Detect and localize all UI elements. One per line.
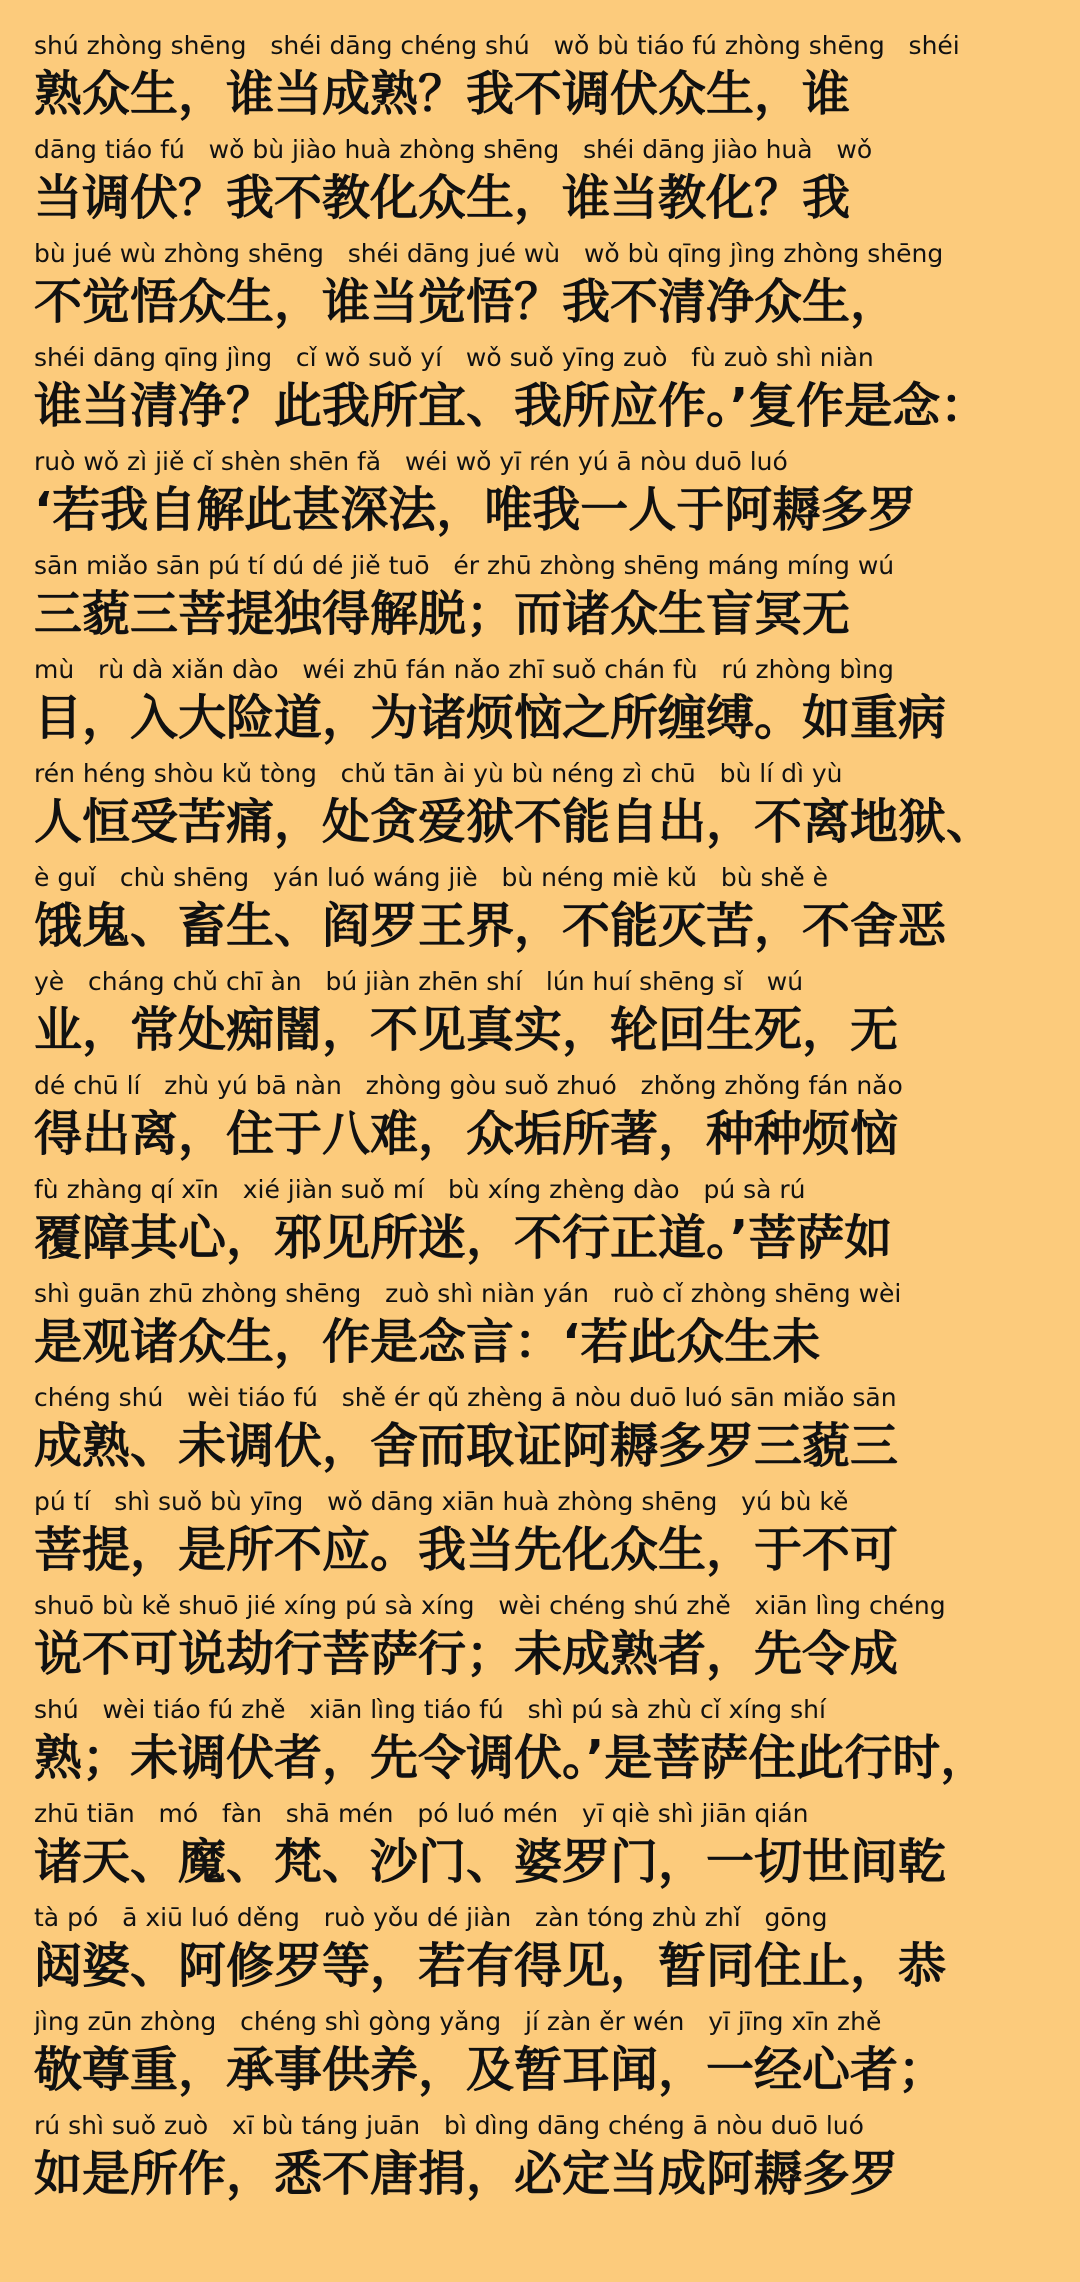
text-line [0, 1276, 1080, 1380]
chinese-text: 人恒受苦痛，处贪爱狱不能自出，不离地狱、 [34, 794, 995, 850]
chinese-text: ‘若我自解此甚深法，唯我一人于阿耨多罗 [34, 482, 917, 538]
pinyin-annotation: dé chū lí zhù yú bā nàn zhòng gòu suǒ zhuó zhǒng zhǒng fán nǎo [34, 1071, 903, 1100]
text-line [0, 1796, 1080, 1900]
chinese-text: 覆障其心，邪见所迷，不行正道。’菩萨如 [34, 1210, 893, 1266]
text-line [0, 1692, 1080, 1796]
pinyin-annotation: shuō bù kě shuō jié xíng pú sà xíng wèi chéng shú zhě xiān lìng chéng [34, 1591, 946, 1620]
pinyin-annotation: dāng tiáo fú wǒ bù jiào huà zhòng shēng shéi dāng jiào huà wǒ [34, 135, 873, 164]
text-line [0, 548, 1080, 652]
chinese-text: 闼婆、阿修罗等，若有得见，暂同住止，恭 [34, 1938, 947, 1994]
text-line [0, 2004, 1080, 2108]
text-line [0, 1588, 1080, 1692]
text-line [0, 236, 1080, 340]
pinyin-annotation: ruò wǒ zì jiě cǐ shèn shēn fǎ wéi wǒ yī rén yú ā nòu duō luó [34, 447, 788, 476]
text-line [0, 1068, 1080, 1172]
chinese-text: 谁当清净？此我所宜、我所应作。’复作是念： [34, 378, 989, 434]
text-line [0, 860, 1080, 964]
pinyin-annotation: shú wèi tiáo fú zhě xiān lìng tiáo fú shì pú sà zhù cǐ xíng shí [34, 1695, 826, 1724]
chinese-text: 不觉悟众生，谁当觉悟？我不清净众生， [34, 274, 899, 330]
text-line [0, 1484, 1080, 1588]
pinyin-annotation: pú tí shì suǒ bù yīng wǒ dāng xiān huà zhòng shēng yú bù kě [34, 1487, 849, 1516]
text-line [0, 340, 1080, 444]
chinese-text: 业，常处痴闇，不见真实，轮回生死，无 [34, 1002, 899, 1058]
chinese-text: 目，入大险道，为诸烦恼之所缠缚。如重病 [34, 690, 947, 746]
chinese-text: 成熟、未调伏，舍而取证阿耨多罗三藐三 [34, 1418, 899, 1474]
pinyin-annotation: chéng shú wèi tiáo fú shě ér qǔ zhèng ā nòu duō luó sān miǎo sān [34, 1383, 897, 1412]
chinese-text: 熟众生，谁当成熟？我不调伏众生，谁 [34, 66, 851, 122]
chinese-text: 当调伏？我不教化众生，谁当教化？我 [34, 170, 851, 226]
pinyin-annotation: yè cháng chǔ chī àn bú jiàn zhēn shí lún huí shēng sǐ wú [34, 967, 804, 996]
pinyin-annotation: jìng zūn zhòng chéng shì gòng yǎng jí zàn ěr wén yī jīng xīn zhě [34, 2007, 882, 2036]
pinyin-annotation: mù rù dà xiǎn dào wéi zhū fán nǎo zhī suǒ chán fù rú zhòng bìng [34, 655, 894, 684]
chinese-text: 说不可说劫行菩萨行；未成熟者，先令成 [34, 1626, 899, 1682]
chinese-text: 饿鬼、畜生、阎罗王界，不能灭苦，不舍恶 [34, 898, 947, 954]
pinyin-annotation: sān miǎo sān pú tí dú dé jiě tuō ér zhū zhòng shēng máng míng wú [34, 551, 895, 580]
chinese-text: 如是所作，悉不唐捐，必定当成阿耨多罗 [34, 2146, 899, 2202]
pinyin-annotation: bù jué wù zhòng shēng shéi dāng jué wù wǒ bù qīng jìng zhòng shēng [34, 239, 944, 268]
pinyin-annotation: shú zhòng shēng shéi dāng chéng shú wǒ bù tiáo fú zhòng shēng shéi [34, 31, 960, 60]
chinese-text: 三藐三菩提独得解脱；而诸众生盲冥无 [34, 586, 851, 642]
chinese-text: 是观诸众生，作是念言：‘若此众生未 [34, 1314, 821, 1370]
chinese-text: 熟；未调伏者，先令调伏。’是菩萨住此行时， [34, 1730, 989, 1786]
pinyin-annotation: zhū tiān mó fàn shā mén pó luó mén yī qiè shì jiān qián [34, 1799, 809, 1828]
pinyin-annotation: shéi dāng qīng jìng cǐ wǒ suǒ yí wǒ suǒ yīng zuò fù zuò shì niàn [34, 343, 874, 372]
chinese-text: 敬尊重，承事供养，及暂耳闻，一经心者； [34, 2042, 947, 2098]
text-line [0, 132, 1080, 236]
chinese-text: 诸天、魔、梵、沙门、婆罗门，一切世间乾 [34, 1834, 947, 1890]
text-line [0, 1172, 1080, 1276]
text-line [0, 2108, 1080, 2212]
text-line [0, 756, 1080, 860]
text-line [0, 1380, 1080, 1484]
chinese-text: 得出离，住于八难，众垢所著，种种烦恼 [34, 1106, 899, 1162]
pinyin-annotation: rén héng shòu kǔ tòng chǔ tān ài yù bù néng zì chū bù lí dì yù [34, 759, 843, 788]
text-line [0, 28, 1080, 132]
text-line [0, 964, 1080, 1068]
text-line [0, 444, 1080, 548]
text-line [0, 652, 1080, 756]
text-line [0, 1900, 1080, 2004]
pinyin-annotation: è guǐ chù shēng yán luó wáng jiè bù néng miè kǔ bù shě è [34, 863, 829, 892]
pinyin-annotation: fù zhàng qí xīn xié jiàn suǒ mí bù xíng zhèng dào pú sà rú [34, 1175, 806, 1204]
pinyin-annotation: rú shì suǒ zuò xī bù táng juān bì dìng dāng chéng ā nòu duō luó [34, 2111, 864, 2140]
pinyin-annotation: tà pó ā xiū luó děng ruò yǒu dé jiàn zàn tóng zhù zhǐ gōng [34, 1903, 828, 1932]
chinese-text: 菩提，是所不应。我当先化众生，于不可 [34, 1522, 899, 1578]
pinyin-annotation: shì guān zhū zhòng shēng zuò shì niàn yán ruò cǐ zhòng shēng wèi [34, 1279, 902, 1308]
